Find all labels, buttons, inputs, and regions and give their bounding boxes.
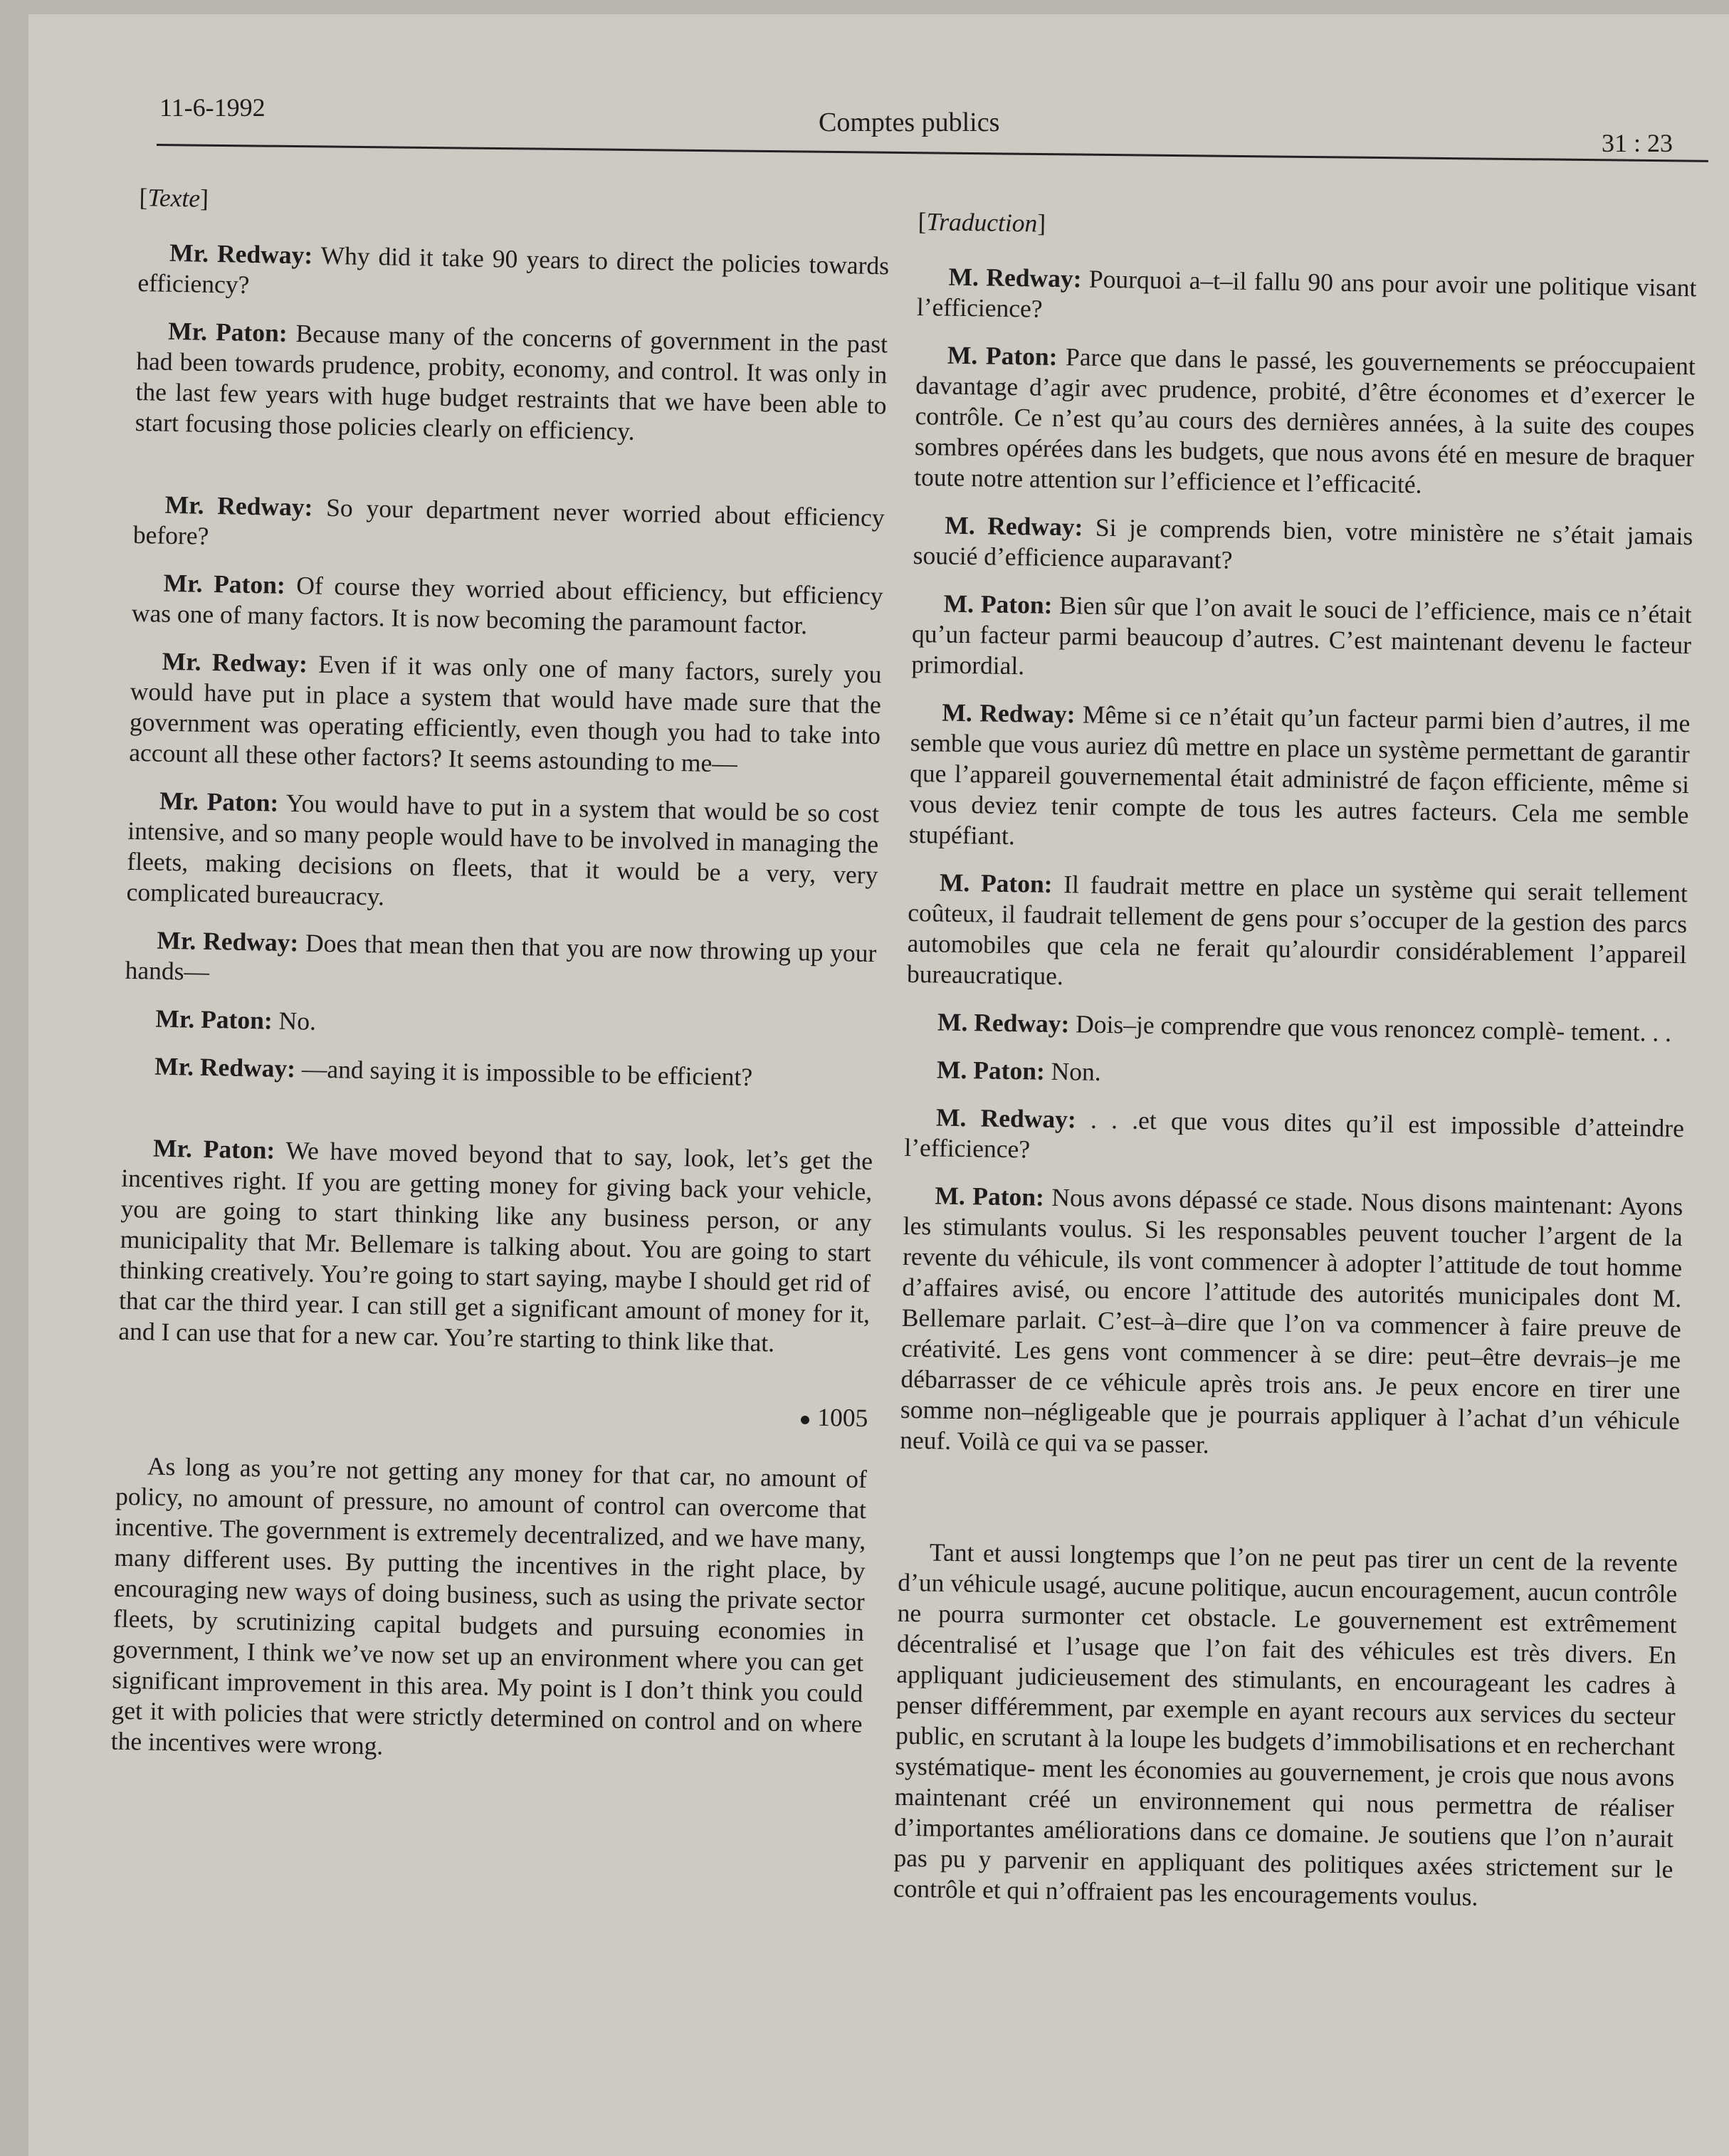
speech: Even if it was only one of many factors, surely you would have put in place a system that would have made sure that the government was operating efficiently, even though you had to take into account all these other factors? It seems astounding to me—: [128, 649, 882, 778]
speaker: M. Redway:: [948, 262, 1082, 293]
paragraph: [135, 315, 888, 451]
paragraph: [907, 867, 1688, 1001]
paragraph: [917, 261, 1697, 334]
header-page-number: 31 : 23: [1602, 129, 1673, 157]
section-tag-label: Texte: [147, 183, 201, 213]
speech: Bien sûr que l’on avait le souci de l’efficience, mais ce n’était qu’un facteur parmi beaucoup d’autres. C’est maintenant devenu le facteur primordial.: [911, 591, 1692, 680]
time-marker: [117, 1389, 868, 1436]
speaker: Mr. Redway:: [164, 490, 313, 522]
paragraph: [914, 340, 1696, 504]
speaker: Mr. Paton:: [159, 786, 279, 817]
speech: —and saying it is impossible to be efficient?: [301, 1054, 753, 1091]
speech: Il faudrait mettre en place un système qui serait tellement coûteux, il faudrait tellement de gens pour s’occuper de la gestion des parcs automobiles que cela ne ferait qu’alourdir considérablement l’appareil bureaucratique.: [906, 870, 1688, 991]
speech: Parce que dans le passé, les gouvernements se préoccupaient davantage d’agir avec prudence, probité, d’être économes et d’exercer le contrôle. Ce n’est qu’au cours des dernières années, à la suite des coupes sombres opérées dans les budgets, que nous avons été en mesure de braquer toute notre attention sur l’efficience et l’efficacité.: [914, 342, 1696, 499]
speaker: M. Redway:: [945, 510, 1083, 542]
speech: Why did it take 90 years to direct the policies towards efficiency?: [137, 241, 890, 299]
speaker: M. Redway:: [937, 1007, 1070, 1038]
paragraph: [906, 1006, 1686, 1048]
speech: So your department never worried about efficiency before?: [132, 493, 885, 550]
speaker: Mr. Redway:: [154, 1051, 296, 1083]
english-column: [110, 182, 890, 1787]
speech: . . .et que vous dites qu’il est impossible d’atteindre l’efficience?: [904, 1105, 1685, 1164]
speech: Of course they worried about efficiency, but efficiency was one of many factors. It is now becoming the paramount factor.: [131, 571, 883, 640]
paragraph: [904, 1102, 1684, 1174]
speaker: Mr. Redway:: [157, 925, 299, 957]
speaker: M. Paton:: [939, 868, 1053, 898]
speech: No.: [278, 1006, 317, 1036]
speaker: Mr. Paton:: [155, 1004, 273, 1035]
paragraph: [911, 588, 1692, 691]
french-column: [893, 206, 1698, 1932]
speech: You would have to put in a system that would be so cost intensive, and so many people would have to be involved in managing the fleets, making decisions on fleets, that it would be a very, very complicated bureaucracy.: [126, 788, 880, 911]
header-title: Comptes publics: [819, 107, 1000, 137]
paragraph: [124, 1003, 876, 1047]
paragraph: [125, 925, 876, 999]
speaker: M. Paton:: [935, 1181, 1045, 1211]
paragraph: [893, 1537, 1678, 1915]
speech: Does that mean then that you are now throwing up your hands—: [125, 928, 877, 986]
header-date: 11-6-1992: [159, 93, 266, 122]
paragraph: [110, 1451, 867, 1770]
speech: Nous avons dépassé ce stade. Nous disons maintenant: Ayons les stimulants voulus. Si les responsables peuvent toucher l’argent de la revente du véhicule, ils vont commencer à adopter l’attitude de tout homme d’affaires avisé, ou encore l’attitude des autorités municipales dont M. Bellemare parlait. C’est–à–dire que l’on va commencer à faire preuve de créativité. Les gens vont commencer à se dire: peut–être devrais–je me débarrasser de ce véhicule après trois ans. Je peux encore en tirer une somme non–négligeable que je pourrais appliquer à l’achat d’un véhicule neuf. Voilà ce qui va se passer.: [899, 1182, 1683, 1459]
speech: Because many of the concerns of government in the past had been towards prudence, probity, economy, and control. It was only in the last few years with huge budget restraints that we have been able to start focusing those policies clearly on efficiency.: [135, 319, 888, 446]
speaker: M. Redway:: [935, 1103, 1077, 1134]
speaker: Mr. Paton:: [152, 1133, 275, 1164]
speech: Si je comprends bien, votre ministère ne s’était jamais soucié d’efficience auparavant?: [913, 512, 1693, 574]
paragraph: [129, 646, 882, 782]
speaker: M. Paton:: [947, 340, 1058, 371]
paragraph: [123, 1051, 875, 1095]
paragraph: [118, 1132, 873, 1360]
section-tag: [Texte]: [139, 182, 209, 213]
speech: Dois–je comprendre que vous renoncez complè- tement. . .: [1075, 1009, 1672, 1047]
speech: Pourquoi a–t–il fallu 90 ans pour avoir une politique visant l’efficience?: [916, 264, 1697, 323]
time-marker-value: 1005: [817, 1402, 868, 1433]
speaker: M. Paton:: [936, 1055, 1046, 1085]
header-rule: [157, 144, 1708, 162]
paragraph: [913, 510, 1693, 582]
speech: We have moved beyond that to say, look, let’s get the incentives right. If you are getting money for giving back your vehicle, you are going to start thinking like any business person, or any municipality that Mr. Bellemare is talking about. You are going to start thinking creatively. You’re going to start saying, maybe I should get rid of that car the third year. I can still get a significant amount of money for it, and I can use that for a new car. You’re starting to think like that.: [118, 1135, 873, 1357]
section-tag-label: Traduction: [926, 207, 1038, 238]
paragraph: [905, 1054, 1686, 1096]
speaker: M. Redway:: [942, 698, 1076, 729]
speaker: Mr. Paton:: [167, 316, 288, 347]
paragraph: [132, 567, 883, 642]
document-page: [28, 14, 1729, 2156]
bullet-icon: ●: [799, 1408, 811, 1431]
speech: Tant et aussi longtemps que l’on ne peut pas tirer un cent de la revente d’un véhicule usagé, aucune politique, aucun encouragement, aucun contrôle ne pourra surmonter cet obstacle. Le gouvernement est extrêmement décentralisé et l’usage que l’on fait des véhicules est très divers. En appliquant judicieusement des stimulants, en encourageant les cadres à penser différemment, par exemple en ayant recours aux services du secteur public, en scrutant à la loupe les budgets d’immobilisations et en recherchant systématique- ment les économies au gouvernement, je crois que nous avons maintenant créé un environnement qui nous permettra de réaliser d’importantes améliorations dans ce domaine. Je soutiens que l’on n’aurait pas pu y parvenir en appliquant des politiques axées strictement sur le contrôle et qui n’offraient pas les encouragements voulus.: [893, 1537, 1678, 1911]
speaker: Mr. Redway:: [169, 238, 313, 270]
section-tag: [Traduction]: [918, 206, 1046, 238]
speech: Même si ce n’était qu’un facteur parmi bien d’autres, il me semble que vous auriez dû mettre en place un système permettant de garantir que l’appareil gouvernemental était administré de façon efficiente, même si vous deviez tenir compte de tous les autres facteurs. Cela me semble stupéfiant.: [908, 700, 1691, 851]
speaker: M. Paton:: [943, 589, 1053, 619]
paragraph: [909, 697, 1691, 861]
paragraph: [900, 1180, 1683, 1467]
speech: Non.: [1051, 1056, 1102, 1086]
paragraph: [133, 489, 885, 564]
speaker: Mr. Paton:: [163, 568, 286, 599]
paragraph: [137, 237, 889, 312]
speech: As long as you’re not getting any money for that car, no amount of policy, no amount of pressure, no amount of control can overcome that incentive. The government is extremely decentralized, and we have many, many different uses. By putting the incentives in the right place, by encouraging new ways of doing business, such as using the private sector fleets, by scrutinizing capital budgets and pursuing economies in government, I think we’ve now set up an environment where you can get significant improvement in this area. My point is I don’t think you could get it with policies that were strictly determined on control and on where the incentives were wrong.: [110, 1451, 868, 1760]
speaker: Mr. Redway:: [162, 646, 308, 678]
paragraph: [126, 785, 879, 921]
